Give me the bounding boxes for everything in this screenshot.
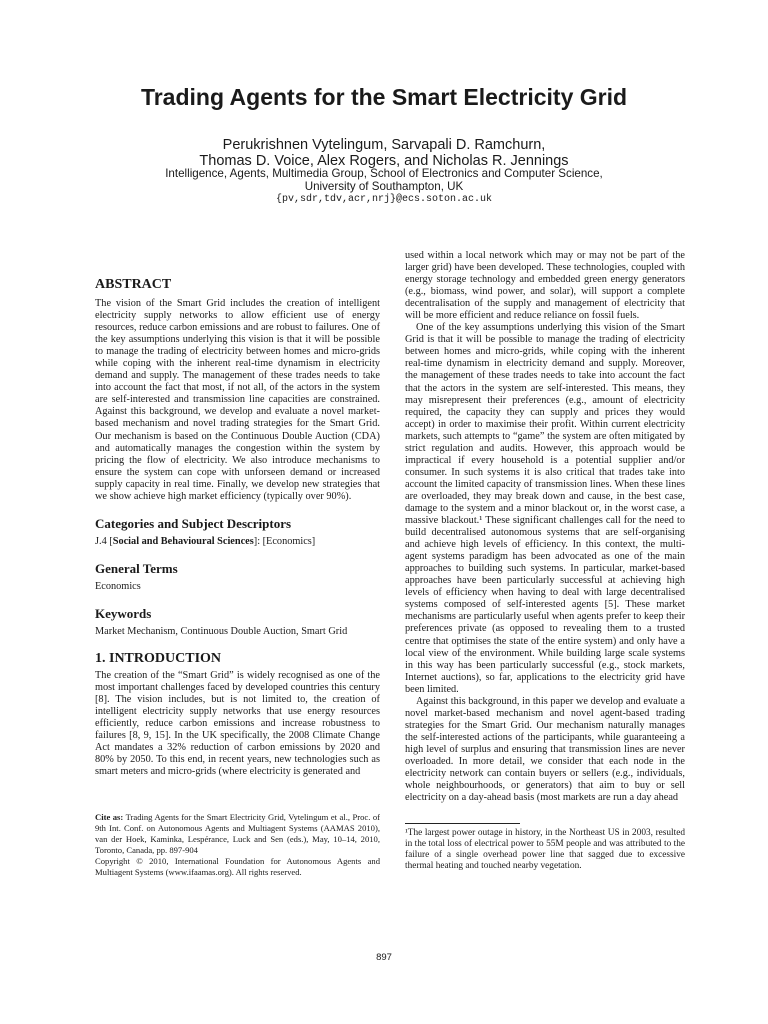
- left-column: [95, 276, 380, 778]
- page-number: 897: [376, 952, 392, 963]
- right-paragraph-2: One of the key assumptions underlying this vision of the Smart Grid is that it will be possible to manage the trading of electricity between homes and micro-grids, while coping with the inherent real-time dynamism in electricity demand and supply. Moreover, the management of these trades needs to take into account the fact that the actors in the system are self-interested. This means, they may misrepresent their preferences (e.g., amount of electricity required, the capacity they can supply and prices they would accept) in order to maximise their profit. Within current electricity markets, such attempts to “game” the system are often mitigated by strict regulation and audits. However, this approach would be impractical if every household is a potential supplier and/or consumer. In such systems it is also critical that trades take into account the limited capacity of transmission lines. When these lines are overloaded, they may break down and cause, in the best case, damage to the system and a minor blackout or, in the worst case, a massive blackout.¹ These significant challenges call for the need to build decentralised autonomous systems that are self-organising and achieve high levels of efficiency. In this context, the multi-agent systems paradigm has been advocated as one of the main approaches to building such systems. In particular, market-based approaches have been particularly successful at achieving high levels of efficiency when having to deal with large decentralised systems composed of self-interested agents [5]. These market mechanisms are particularly useful when agents prefer to keep their preferences private (as opposed to revealing them to a trusted centre that optimises the state of the entire system) and only have a local view of the environment. While building large scale systems in this way has been particularly successful (e.g., stock markets, Internet auctions), so far, applications to the electricity grid have been limited.: [405, 322, 685, 695]
- authors-line-2: Thomas D. Voice, Alex Rogers, and Nicholas R. Jennings: [199, 153, 569, 169]
- right-paragraph-3: Against this background, in this paper we develop and evaluate a novel market-based mechanism and novel agent-based trading strategies for the Smart Grid. Our mechanism naturally manages the self-interested actions of the participants, while guaranteeing a high level of surplus and ensuring that transmission lines are never overloaded. In more detail, we consider that each node in the electricity network can contain buyers or sellers (e.g., individuals, whole neighbourhoods, or generators) that aim to buy or sell electricity on a day-ahead basis (most markets are run a day ahead: [405, 695, 685, 804]
- introduction-heading: 1. INTRODUCTION: [95, 650, 222, 666]
- categories-heading: Categories and Subject Descriptors: [95, 515, 292, 531]
- general-terms-text: Economics: [95, 580, 141, 592]
- copyright-text: Copyright © 2010, International Foundation for Autonomous Agents and Multiagent Systems (www.ifaamas.org). All rights reserved.: [95, 856, 380, 877]
- affiliation-line-1: Intelligence, Agents, Multimedia Group, School of Electronics and Computer Science,: [165, 167, 603, 180]
- abstract-heading: ABSTRACT: [95, 277, 172, 292]
- affiliation-line-2: University of Southampton, UK: [304, 179, 464, 193]
- keywords-heading: Keywords: [95, 605, 152, 621]
- right-column: [405, 250, 685, 804]
- footnote: ¹The largest power outage in history, in the Northeast US in 2003, resulted in the total loss of electrical power to 55M people and was attributed to the failure of a single overhead power line that sagged due to excessive thermal heating and touched nearby vegetation.: [405, 828, 685, 871]
- affiliation: [0, 168, 768, 193]
- categories-text: J.4 [Social and Behavioural Sciences]: [Economics]: [95, 535, 316, 547]
- general-terms-heading: General Terms: [95, 560, 178, 576]
- citation-box: [95, 812, 380, 878]
- abstract-text: The vision of the Smart Grid includes the creation of intelligent electricity supply networks to allow efficient use of energy resources, reduce carbon emissions and are robust to failures. One of the key assumptions underlying this vision is that it will be possible to manage the trading of electricity between homes and micro-grids while coping with the inherent real-time dynamism in electricity demand and supply. The management of these trades needs to take into account the fact that most, if not all, of the actors in the system are self-interested and transmission line capacities are constrained. Against this background, we develop and evaluate a novel market-based mechanism and novel trading strategies for the Smart Grid. Our mechanism is based on the Continuous Double Auction (CDA) and automatically manages the congestion within the system by pricing the flow of electricity. We also introduce mechanisms to ensure the system can cope with unforseen demand or increased supply capacity in real time. Finally, we develop new strategies that we show achieve high market efficiency (typically over 90%).: [95, 298, 380, 502]
- paper-title: Trading Agents for the Smart Electricity Grid: [140, 84, 628, 110]
- keywords-text: Market Mechanism, Continuous Double Auction, Smart Grid: [95, 625, 348, 637]
- footnote-rule: [405, 823, 520, 824]
- authors-line-1: Perukrishnen Vytelingum, Sarvapali D. Ramchurn,: [222, 137, 546, 153]
- citation-text: Cite as: Trading Agents for the Smart Electricity Grid, Vytelingum et al., Proc. of 9th Int. Conf. on Autonomous Agents and Multiagent Systems (AAMAS 2010), van der Hoek, Kaminka, Lespérance, Luck and Sen (eds.), May, 10–14, 2010, Toronto, Canada, pp. 897-904: [95, 812, 380, 855]
- author-email: {pv,sdr,tdv,acr,nrj}@ecs.soton.ac.uk: [275, 194, 493, 205]
- right-paragraph-1: used within a local network which may or may not be part of the larger grid) have been developed. These technologies, coupled with energy storage technology and embedded green energy generators (e.g., biomass, wind power, and solar), will support a complete decentralisation of the supply and management of electricity that will be more efficient and reduce reliance on fossil fuels.: [405, 250, 685, 322]
- author-list: [0, 137, 768, 169]
- introduction-text: The creation of the “Smart Grid” is widely recognised as one of the most important challenges faced by developed countries this century [8]. The vision includes, but is not limited to, the creation of intelligent electricity supply networks that use energy resources efficiently, reduce carbon emissions and increase robustness to failures [8, 9, 15]. In the UK specifically, the 2008 Climate Change Act mandates a 32% reduction of carbon emissions by 2020 and 80% by 2050. To this end, in recent years, new technologies such as smart meters and micro-grids (where electricity is generated and: [95, 669, 380, 778]
